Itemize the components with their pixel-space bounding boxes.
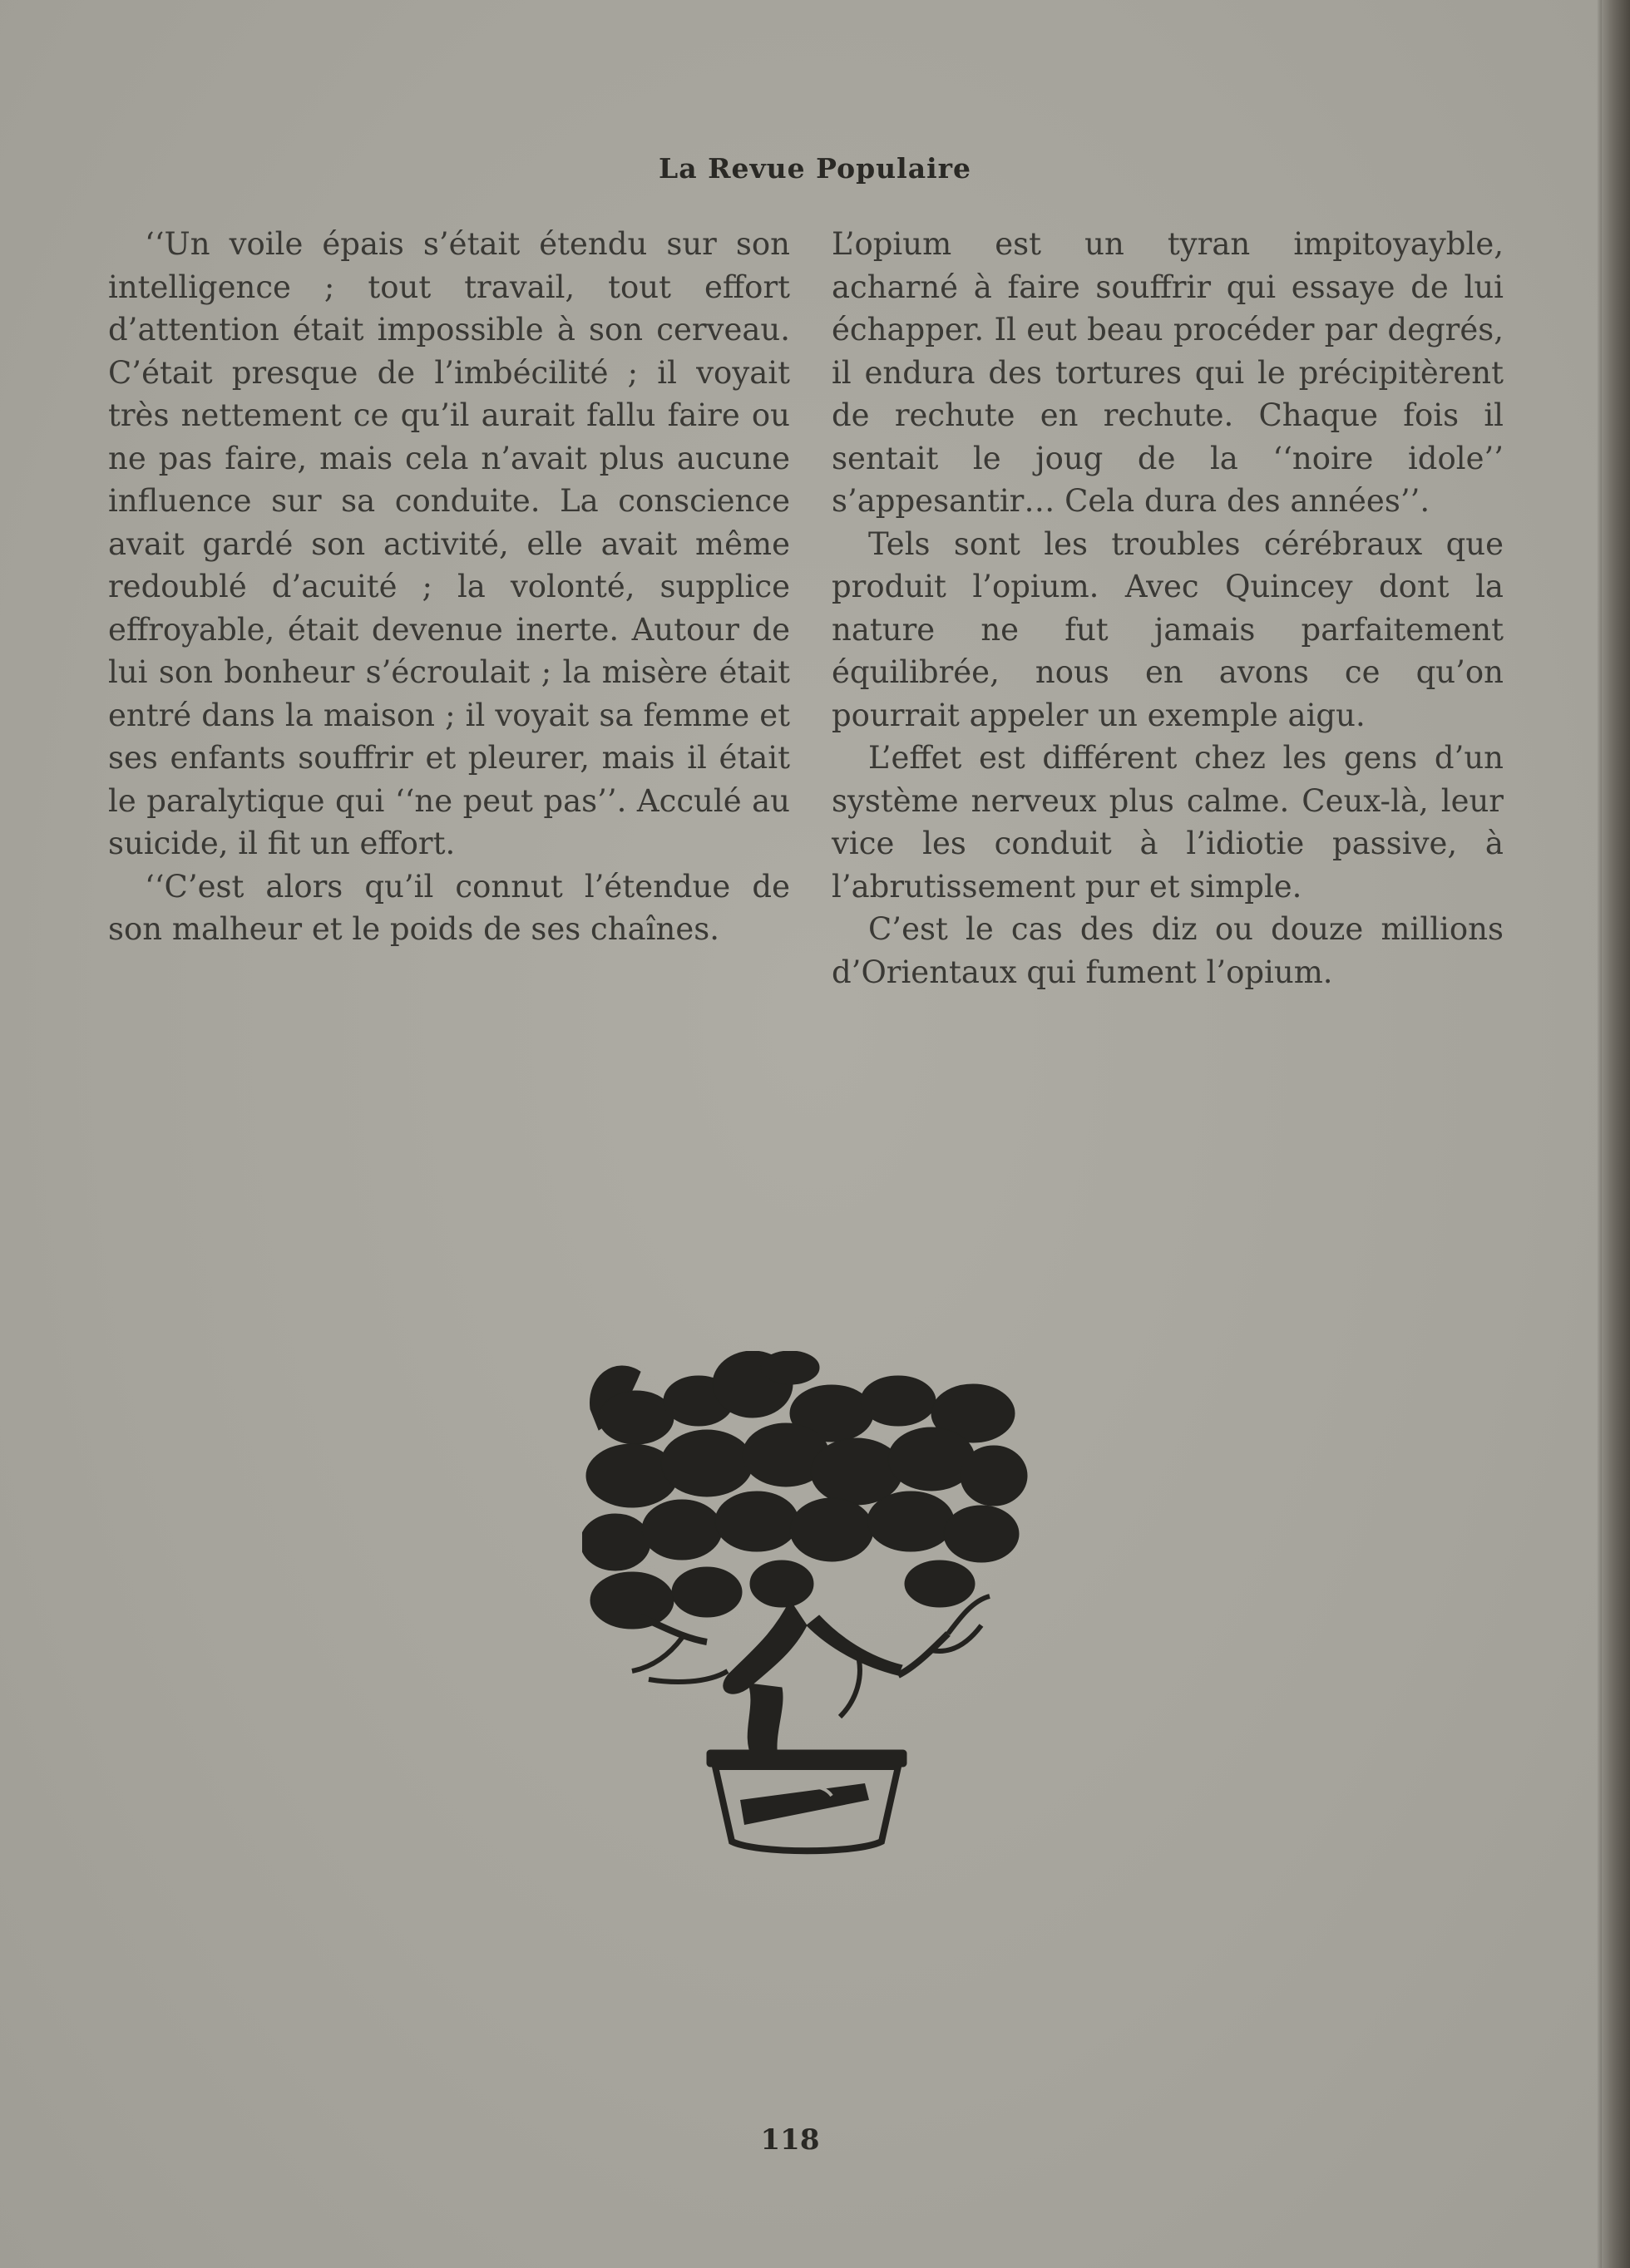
left-paragraph-1: ‘‘Un voile épais s’était étendu sur son intelligence ; tout travail, tout effort d’attention était impossible à son cerveau. C’était presque de l’imbécilité ; il voyait très nettement ce qu’il aurait fallu faire ou ne pas faire, mais cela n’avait plus aucune influence sur sa conduite. La conscience avait gardé son activité, elle avait même redoublé d’acuité ; la volonté, supplice effroyable, était devenue inerte. Autour de lui son bonheur s’écroulait ; la misère était entré dans la maison ; il voyait sa femme et ses enfants souffrir et pleurer, mais il était le paralytique qui ‘‘ne peut pas’’. Acculé au suicide, il fit un effort. — [108, 226, 790, 861]
bonsai-tree-in-pot-icon — [582, 1351, 1040, 1858]
page-number: 118 — [760, 2123, 820, 2157]
left-paragraph-2: ‘‘C’est alors qu’il connut l’étendue de son malheur et le poids de ses chaînes. — [108, 868, 790, 947]
right-paragraph-2: Tels sont les troubles cérébraux que produit l’opium. Avec Quincey dont la nature ne fut jamais parfaitement équilibrée, nous en avons ce qu’on pourrait appeler un exemple aigu. — [832, 525, 1504, 733]
right-paragraph-4: C’est le cas des diz ou douze millions d’Orientaux qui fument l’opium. — [832, 911, 1504, 990]
right-paragraph-1: L’opium est un tyran impitoyayble, acharné à faire souffrir qui essaye de lui échapper. Il eut beau procéder par degrés, il endura des tortures qui le précipitèrent de rechute en rechute. Chaque fois il sentait le joug de la ‘‘noire idole’’ s’appesantir… Cela dura des années’’. — [832, 226, 1504, 519]
book-spine — [1602, 0, 1630, 2268]
right-paragraph-3: L’effet est différent chez les gens d’un système nerveux plus calme. Ceux-là, leur vice les conduit à l’idiotie passive, à l’abrutissement pur et simple. — [832, 740, 1504, 905]
running-title: La Revue Populaire — [659, 152, 971, 185]
left-column — [108, 223, 790, 951]
right-column — [832, 223, 1504, 993]
